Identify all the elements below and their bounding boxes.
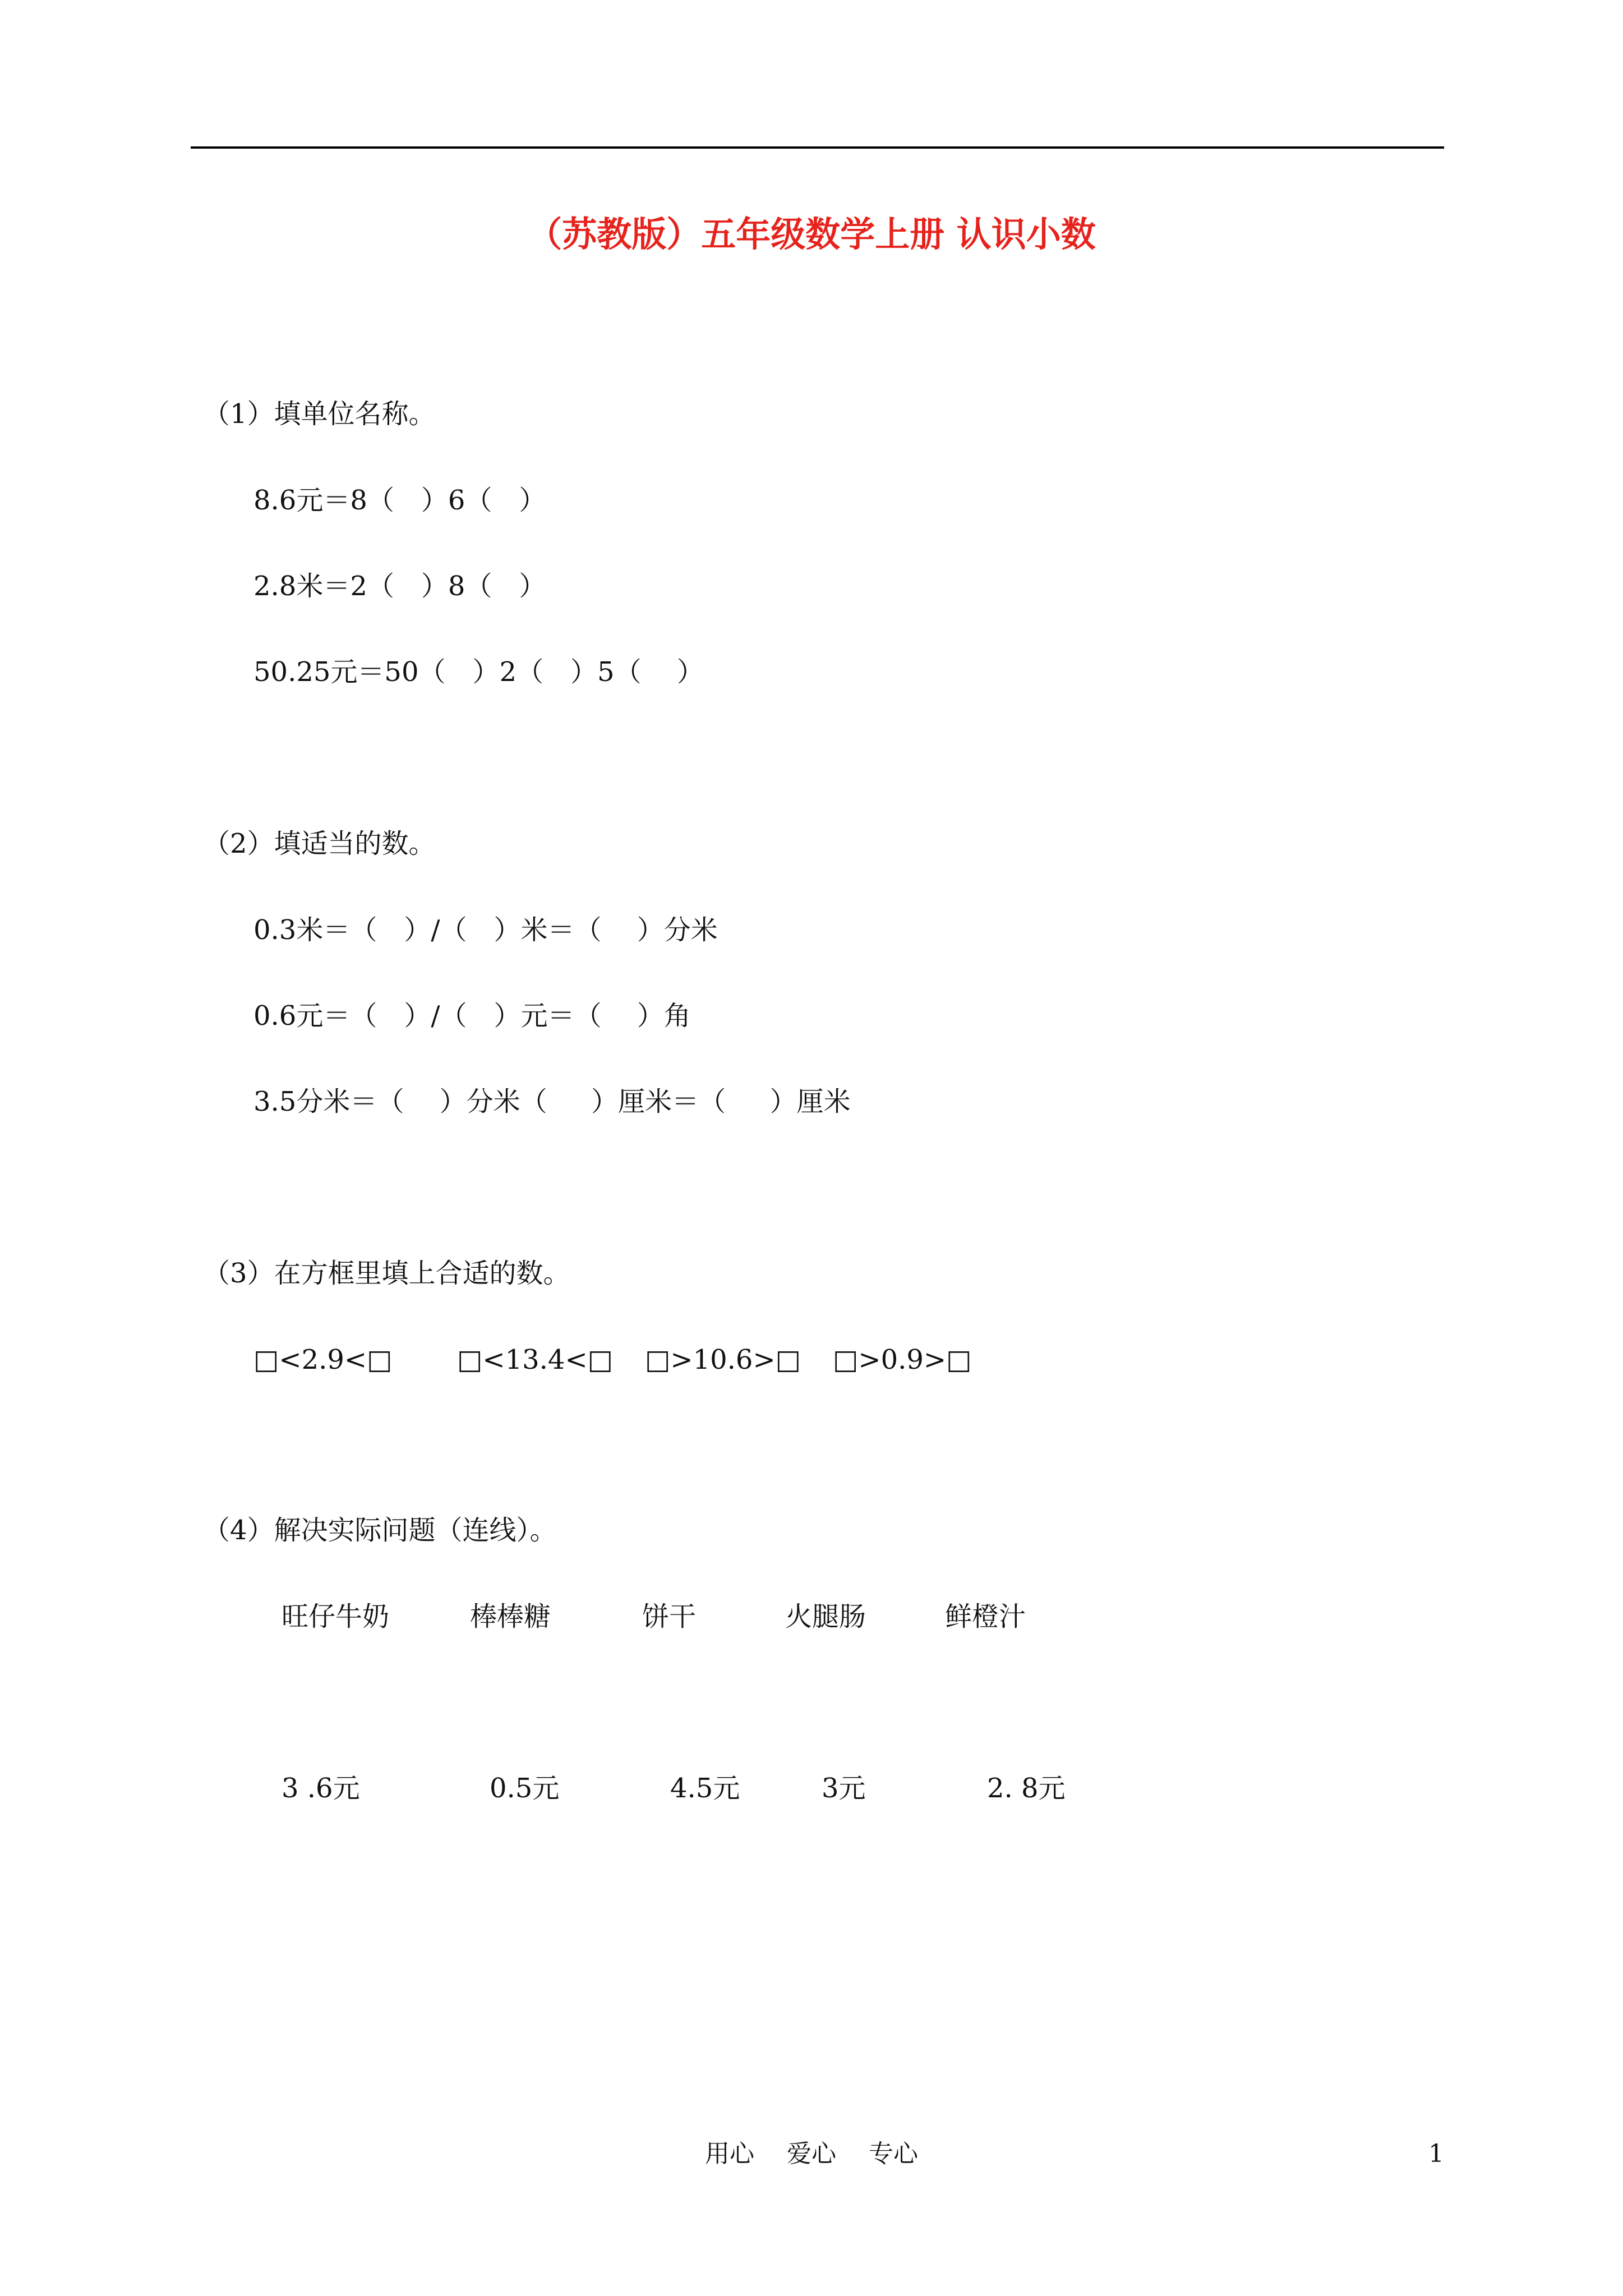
header-rule bbox=[191, 146, 1444, 149]
footer-motto: 用心 爱心 专心 bbox=[705, 2139, 918, 2168]
section-1-item-3: 50.25元＝50（ ）2（ ）5（ ） bbox=[253, 656, 704, 688]
section-2-item-2: 0.6元＝（ ）/（ ）元＝（ ）角 bbox=[253, 1000, 691, 1032]
section-1-item-1: 8.6元＝8（ ）6（ ） bbox=[253, 485, 546, 516]
page-number: 1 bbox=[1428, 2139, 1444, 2168]
product-5: 鲜橙汁 bbox=[945, 1601, 1026, 1632]
price-5: 2. 8元 bbox=[987, 1773, 1066, 1804]
inequality-3: □>10.6>□ bbox=[645, 1344, 801, 1375]
section-3-heading: （3）在方框里填上合适的数。 bbox=[203, 1258, 570, 1289]
product-1: 旺仔牛奶 bbox=[282, 1601, 390, 1632]
section-2-item-3: 3.5分米＝（ ）分米（ ）厘米＝（ ）厘米 bbox=[253, 1086, 851, 1117]
section-4-heading: （4）解决实际问题（连线）。 bbox=[203, 1515, 557, 1546]
section-1-item-2: 2.8米＝2（ ）8（ ） bbox=[253, 570, 546, 602]
product-3: 饼干 bbox=[642, 1601, 697, 1632]
inequality-2: □<13.4<□ bbox=[457, 1344, 614, 1375]
section-1-heading: （1）填单位名称。 bbox=[203, 398, 436, 430]
inequality-4: □>0.9>□ bbox=[833, 1344, 972, 1375]
section-2-heading: （2）填适当的数。 bbox=[203, 828, 436, 859]
section-2-item-1: 0.3米＝（ ）/（ ）米＝（ ）分米 bbox=[253, 914, 718, 946]
price-1: 3 .6元 bbox=[282, 1773, 360, 1804]
inequality-1: □<2.9<□ bbox=[253, 1344, 393, 1375]
price-3: 4.5元 bbox=[670, 1773, 740, 1804]
page-title: （苏教版）五年级数学上册 认识小数 bbox=[527, 214, 1096, 255]
price-2: 0.5元 bbox=[490, 1773, 560, 1804]
price-4: 3元 bbox=[822, 1773, 866, 1804]
product-4: 火腿肠 bbox=[785, 1601, 866, 1632]
product-2: 棒棒糖 bbox=[470, 1601, 551, 1632]
